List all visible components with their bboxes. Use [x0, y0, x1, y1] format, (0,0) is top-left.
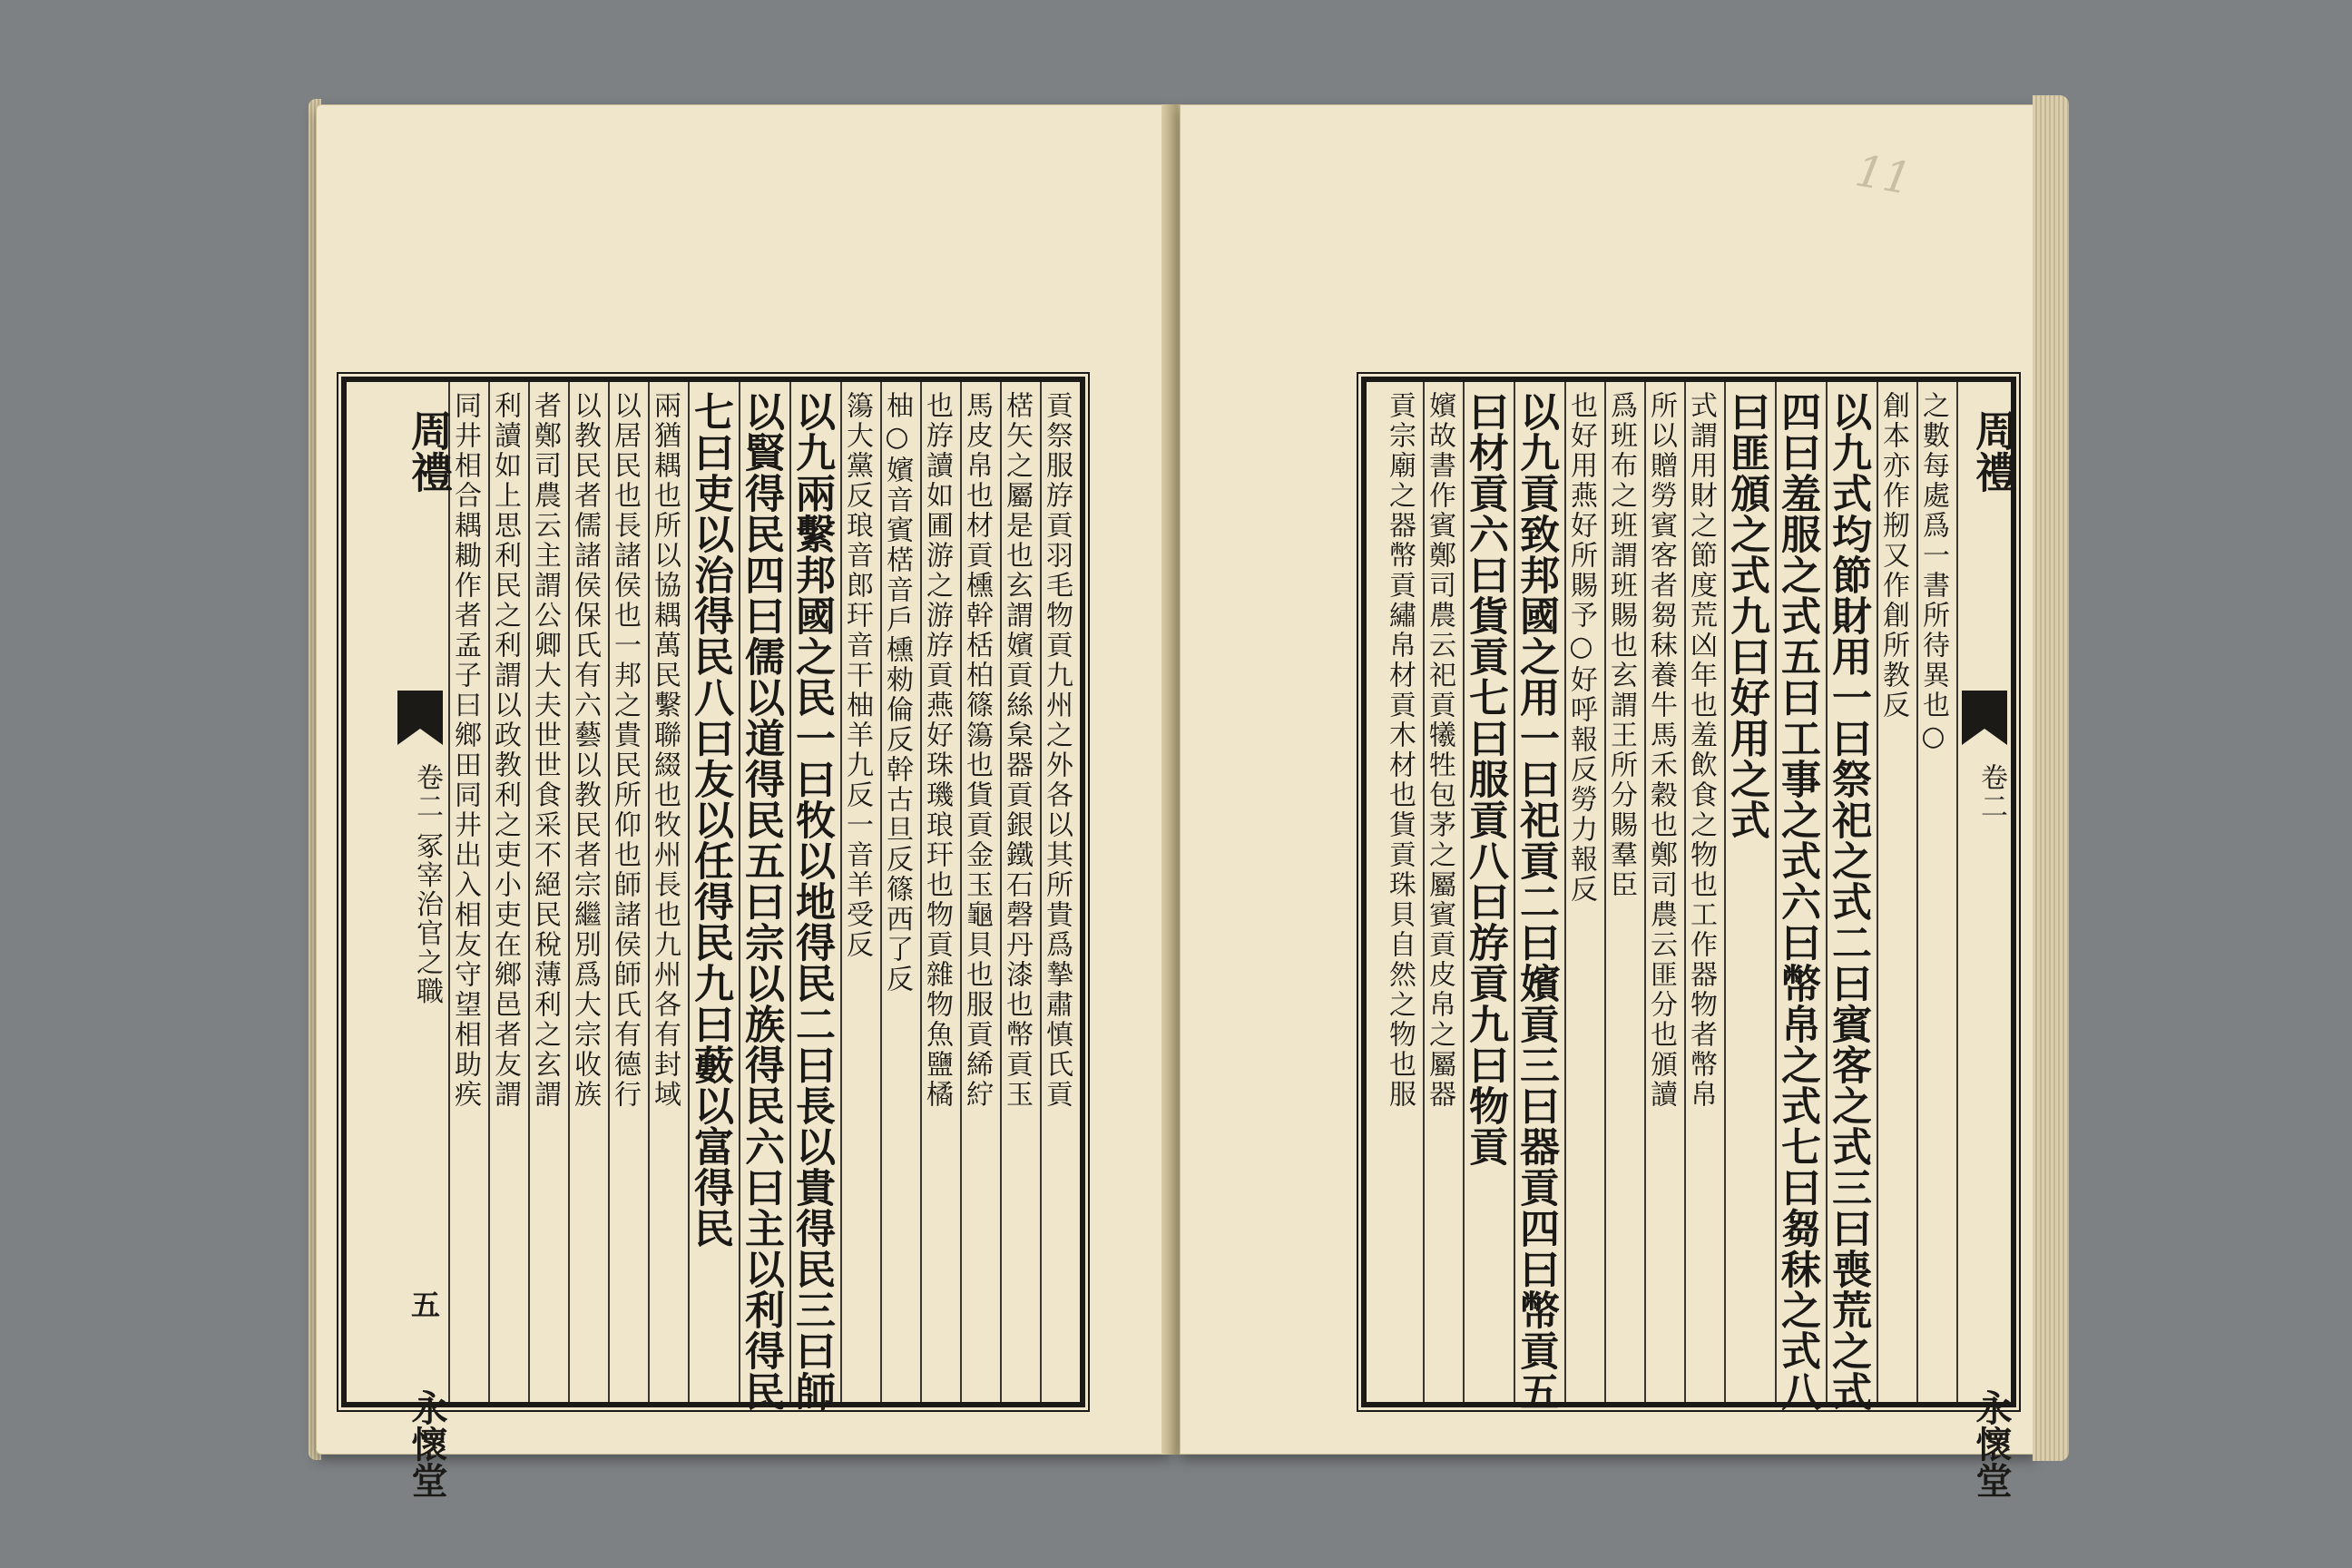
- commentary-column: 式謂用財之節度荒凶年也羞飲食之物也工作器物者幣帛: [1684, 382, 1724, 1402]
- commentary-column: 所以贈勞賓客者芻秣養牛馬禾穀也鄭司農云匪分也頒讀: [1644, 382, 1684, 1402]
- banxin-title: 周禮: [1969, 409, 2018, 493]
- page-edges-right: [2033, 95, 2069, 1461]
- banxin-chapter: 卷二: [1975, 763, 2007, 821]
- banxin-hall-name: 永懷堂: [1970, 1389, 2013, 1498]
- fish-tail-mark-icon: [397, 691, 443, 745]
- commentary-column: 之數每處爲一書所待異也○: [1916, 382, 1956, 1402]
- commentary-column: 以教民者儒諸侯保氏有六藝以教民者宗繼別爲大宗收族: [568, 382, 608, 1402]
- main-text-column: 四曰羞服之式五曰工事之式六曰幣帛之式七曰芻秣之式八: [1775, 382, 1826, 1402]
- right-text-frame: [1361, 377, 2018, 1498]
- commentary-column: 也好用燕好所賜予○好呼報反勞力報反: [1564, 382, 1604, 1402]
- banxin-chapter: 卷二 冢宰治官之職: [411, 763, 443, 1006]
- commentary-column: 同井相合耦耡作者孟子曰鄉田同井出入相友守望相助疾: [448, 382, 488, 1402]
- commentary-column: 也斿讀如圃游之游斿貢燕好珠璣琅玕也物貢雜物魚鹽橘: [920, 382, 960, 1402]
- main-text-column: 七曰吏以治得民八曰友以任得民九曰藪以富得民: [688, 382, 739, 1402]
- right-page: [1180, 104, 2037, 1498]
- main-text-column: 曰匪頒之式九曰好用之式: [1724, 382, 1775, 1402]
- commentary-column: 楛矢之屬是也玄謂嬪貢絲枲器貢銀鐵石磬丹漆也幣貢玉: [1000, 382, 1040, 1402]
- banxin-hall-name: 永懷堂: [406, 1389, 448, 1498]
- commentary-column: 爲班布之班謂班賜也玄謂王所分賜羣臣: [1604, 382, 1644, 1402]
- pencil-page-mark: 11: [1851, 145, 1916, 205]
- commentary-column: 簜大黨反琅音郎玕音干柚羊九反一音羊受反: [840, 382, 880, 1402]
- main-text-column: 曰材貢六曰貨貢七曰服貢八曰斿貢九曰物貢: [1463, 382, 1514, 1402]
- main-text-column: 以九式均節財用一曰祭祀之式二曰賓客之式三曰喪荒之式: [1826, 382, 1877, 1402]
- commentary-column: 創本亦作剏又作創所教反: [1877, 382, 1916, 1402]
- commentary-column: 貢祭服斿貢羽毛物貢九州之外各以其所貴爲摯肅慎氏貢: [1040, 382, 1080, 1402]
- fish-tail-mark-icon: [1962, 691, 2007, 745]
- right-columns: [1367, 382, 2018, 1498]
- commentary-column: 兩猶耦也所以協耦萬民繫聯綴也牧州長也九州各有封域: [648, 382, 688, 1402]
- main-text-column: 以賢得民四曰儒以道得民五曰宗以族得民六曰主以利得民: [739, 382, 789, 1402]
- left-page: [316, 104, 1171, 1498]
- main-text-column: 以九兩繫邦國之民一曰牧以地得民二曰長以貴得民三曰師: [789, 382, 840, 1402]
- commentary-column: 以居民也長諸侯也一邦之貴民所仰也師諸侯師氏有德行: [608, 382, 648, 1402]
- commentary-column: 柚○嬪音賓楛音戶櫄勑倫反幹古旦反篠西了反: [880, 382, 920, 1402]
- commentary-column: 利讀如上思利民之利謂以政教利之吏小吏在鄉邑者友謂: [488, 382, 528, 1402]
- open-book: [309, 95, 2073, 1498]
- banxin-margin-column: [394, 382, 454, 1498]
- banxin-title: 周禮: [405, 409, 454, 493]
- commentary-column: 馬皮帛也材貢櫄幹栝柏篠簜也貨貢金玉龜貝也服貢絺紵: [960, 382, 1000, 1402]
- left-columns: [347, 382, 1080, 1498]
- main-text-column: 以九貢致邦國之用一曰祀貢二曰嬪貢三曰器貢四曰幣貢五: [1514, 382, 1564, 1402]
- banxin-margin-column: [1956, 382, 2018, 1498]
- left-text-frame: [341, 377, 1085, 1498]
- banxin-page-number: 五: [407, 1289, 441, 1318]
- commentary-column: 貢宗廟之器幣貢繡帛材貢木材也貨貢珠貝自然之物也服: [1384, 391, 1416, 1110]
- commentary-column: 者鄭司農云主謂公卿大夫世世食采不絕民稅薄利之玄謂: [528, 382, 568, 1402]
- commentary-column: 嬪故書作賓鄭司農云祀貢犧牲包茅之屬賓貢皮帛之屬器: [1423, 382, 1463, 1402]
